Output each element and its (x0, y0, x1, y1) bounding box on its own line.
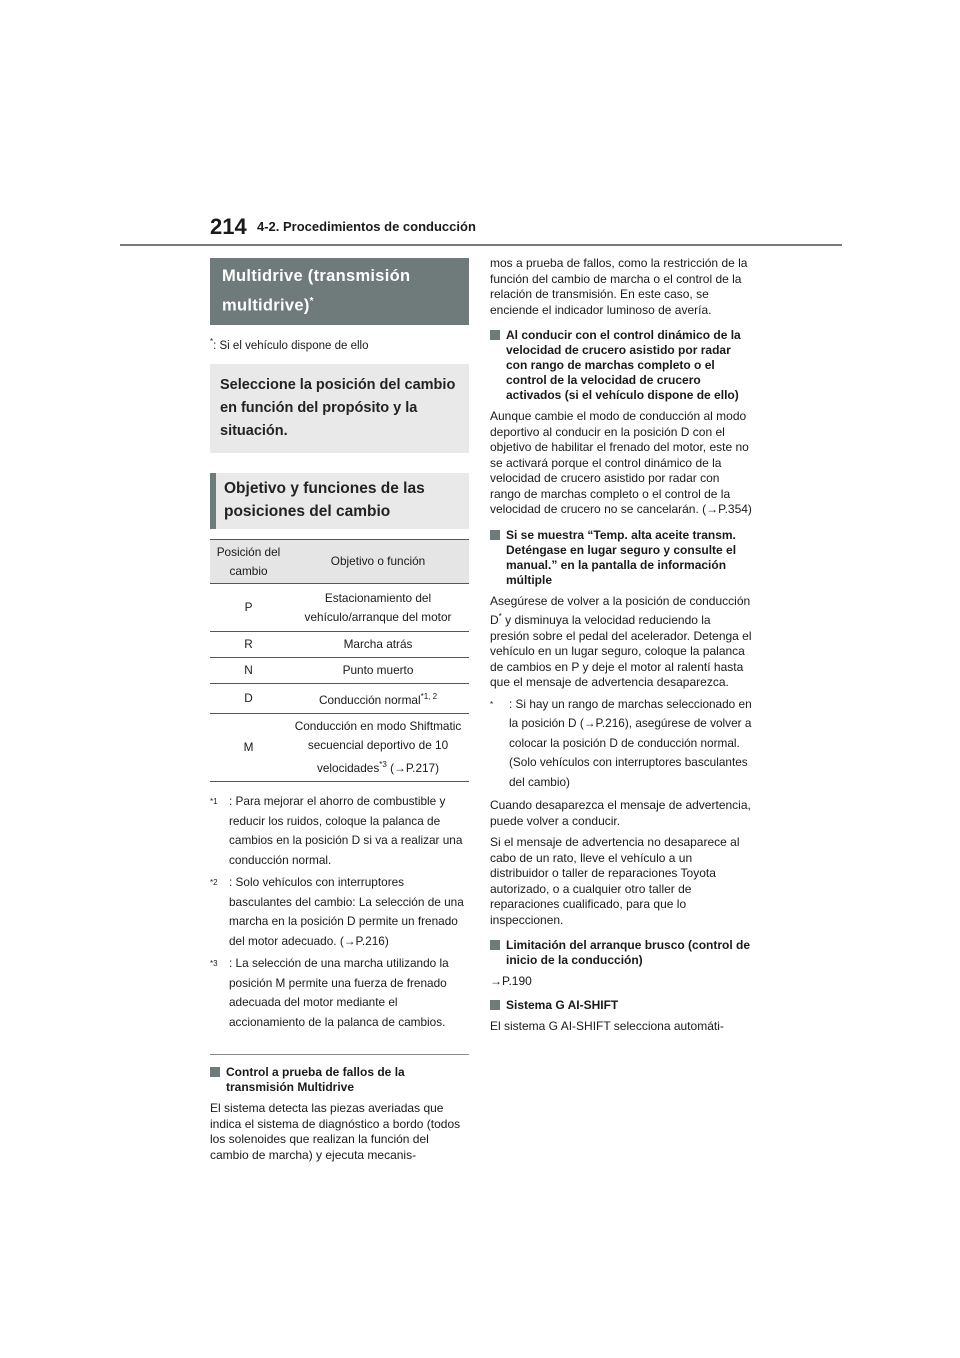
footnote-text: : Si el vehículo dispone de ello (213, 339, 369, 352)
bullet-heading (490, 998, 752, 1013)
cell-function (287, 714, 469, 782)
square-bullet-icon (490, 330, 500, 340)
bullet-heading (210, 1065, 469, 1095)
bullet-heading (490, 528, 752, 588)
note-mark: *2 (210, 878, 218, 888)
paragraph: mos a prueba de fallos, como la restricción de la función del cambio de marcha o el control de la relación de transmisión. En este caso, se enciende el indicador luminoso de avería. (490, 256, 748, 317)
table-row (210, 658, 469, 684)
paragraph: Asegúrese de volver a la posición de conducción D* y disminuya la velocidad reduciendo la presión sobre el pedal del acelerador. Detenga el vehículo en un lugar seguro, coloque la palanca de cambios en P y deje el motor al ralentí hasta que el mensaje de advertencia desaparezca. (490, 593, 752, 689)
paragraph: El sistema detecta las piezas averiadas que indica el sistema de diagnóstico a bordo (todos los solenoides que realizan la función del cambio de marcha) y ejecuta mecanis- (210, 1101, 461, 1162)
note-mark: *1 (210, 797, 218, 807)
bullet-heading-text: Limitación del arranque brusco (control de inicio de la conducción) (506, 938, 751, 967)
bullet-heading-text: Si se muestra “Temp. alta aceite transm. Deténgase en lugar seguro y consulte el manual.” en la pantalla de información múltiple (506, 527, 737, 587)
bullet-heading-text: Al conducir con el control dinámico de la velocidad de crucero asistido por radar con rango de marchas completo o el control de la velocidad de crucero activados (si el vehículo dispone de ello) (506, 328, 741, 402)
cell-position: M (210, 714, 287, 782)
note-text: : Para mejorar el ahorro de combustible y reducir los ruidos, coloque la palanca de cambios en la posición D si va a realizar una conducción normal. (229, 794, 463, 867)
section-divider (210, 1054, 469, 1055)
page-number: 214 (210, 214, 247, 239)
section-title-text: Multidrive (transmisión multidrive) (222, 267, 411, 315)
table-notes (210, 792, 469, 1032)
cell-function-sup: *1, 2 (420, 692, 438, 702)
cell-function: Punto muerto (287, 658, 469, 684)
lead-box: Seleccione la posición del cambio en función del propósito y la situación. (210, 364, 469, 453)
cell-function-ref: (→P.217) (386, 761, 440, 776)
note-mark: * (490, 699, 494, 709)
header-rule (120, 244, 842, 246)
square-bullet-icon (210, 1067, 220, 1077)
paragraph: Si el mensaje de advertencia no desaparece al cabo de un rato, lleve el vehículo a un distribuidor o taller de reparaciones Toyota autorizado, o a cualquier otro taller de reparaciones cualificado, para que lo inspeccionen. (490, 835, 740, 927)
footnote-mark: * (210, 336, 214, 346)
bullet-heading-text: Control a prueba de fallos de la transmisión Multidrive (226, 1065, 405, 1095)
subsection-title: Objetivo y funciones de las posiciones del cambio (210, 473, 469, 529)
square-bullet-icon (490, 530, 500, 540)
availability-footnote (210, 337, 469, 352)
paragraph: Cuando desaparezca el mensaje de advertencia, puede volver a conducir. (490, 798, 751, 828)
table-row (210, 714, 469, 782)
square-bullet-icon (490, 940, 500, 950)
header-cell-function: Objetivo o función (287, 540, 469, 584)
table-row (210, 632, 469, 658)
table-row (210, 584, 469, 632)
bullet-heading (490, 328, 752, 403)
note-item (210, 873, 469, 951)
table-header-row (210, 540, 469, 584)
square-bullet-icon (490, 1000, 500, 1010)
shift-positions-table (210, 539, 469, 782)
paragraph: El sistema G AI-SHIFT selecciona automáti- (490, 1019, 724, 1033)
bullet-heading-text: Sistema G AI-SHIFT (506, 998, 619, 1012)
cell-position: N (210, 658, 287, 684)
paragraph: Aunque cambie el modo de conducción al modo deportivo al conducir en la posición D con el objetivo de habilitar el frenado del motor, este no se activará porque el control dinámico de la velocidad de crucero asistido por radar con rango de marchas completo o el control de la velocidad de crucero no se cancelarán. (→P.354) (490, 409, 752, 516)
header-cell-position: Posición del cambio (210, 540, 287, 584)
cell-position: D (210, 684, 287, 714)
cell-function (287, 684, 469, 714)
page-reference-link[interactable]: →P.190 (490, 974, 532, 988)
right-column (490, 256, 752, 1035)
left-column (210, 258, 469, 1163)
cell-function-text: Conducción normal (318, 693, 421, 708)
note-text: : Si hay un rango de marchas seleccionado en la posición D (→P.216), asegúrese de volver a colocar la posición D de conducción normal. (Solo vehículos con interruptores basculantes del cambio) (509, 696, 752, 789)
note-text: : Solo vehículos con interruptores basculantes del cambio: La selección de una marcha en la posición D permite un frenado del motor adecuado. (→P.216) (229, 875, 464, 948)
cell-position: P (210, 584, 287, 632)
note-text: : La selección de una marcha utilizando la posición M permite una fuerza de frenado adecuada del motor mediante el accionamiento de la palanca de cambios. (229, 956, 449, 1029)
note-item (210, 792, 469, 870)
cell-function: Marcha atrás (287, 632, 469, 658)
chapter-title: 4-2. Procedimientos de conducción (257, 219, 476, 234)
note-item (490, 695, 752, 793)
note-mark: *3 (210, 959, 218, 969)
cell-function-sup: *3 (379, 760, 387, 770)
bullet-heading (490, 938, 752, 968)
section-title-sup: * (309, 296, 314, 307)
table-row (210, 684, 469, 714)
note-item (210, 954, 469, 1032)
cell-function-text: Conducción en modo Shiftmatic secuencial deportivo de 10 velocidades (294, 719, 462, 776)
cell-position: R (210, 632, 287, 658)
section-title (210, 258, 469, 325)
cell-function: Estacionamiento del vehículo/arranque del motor (287, 584, 469, 632)
